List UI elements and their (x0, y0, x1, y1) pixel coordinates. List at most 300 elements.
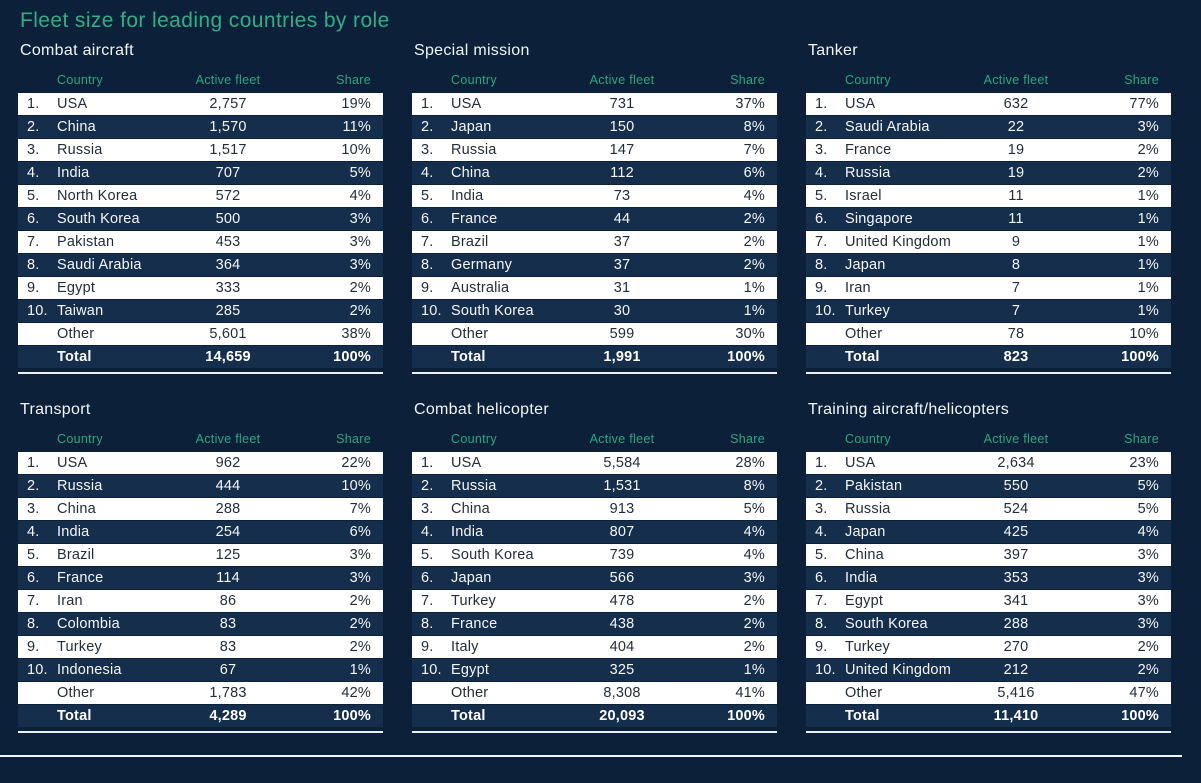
country-cell: France (57, 570, 104, 586)
rank-cell: 6. (421, 570, 434, 586)
table-row (806, 682, 1171, 705)
share-cell: 38% (341, 326, 371, 342)
column-header-rank-spacer (27, 73, 57, 87)
rank-cell: 10. (27, 662, 48, 678)
rank-cell: 10. (27, 303, 48, 319)
table-row (18, 636, 383, 659)
share-cell: 3% (1137, 119, 1159, 135)
country-cell: France (451, 211, 498, 227)
country-cell: South Korea (451, 303, 534, 319)
rank-cell: 8. (27, 257, 40, 273)
country-cell: China (57, 501, 96, 517)
rank-cell (421, 682, 451, 704)
country-cell: India (845, 570, 878, 586)
rank-cell: 3. (421, 501, 434, 517)
total-row (18, 346, 383, 368)
country-cell: Indonesia (57, 662, 122, 678)
share-cell: 2% (743, 211, 765, 227)
rank-cell: 6. (815, 570, 828, 586)
table-row (806, 277, 1171, 300)
rank-cell: 4. (27, 524, 40, 540)
table-row (806, 139, 1171, 162)
rank-cell: 5. (27, 188, 40, 204)
rank-cell: 3. (421, 142, 434, 158)
rank-cell: 5. (815, 547, 828, 563)
country-cell: China (451, 501, 490, 517)
fleet-cell: 7 (1011, 280, 1021, 296)
rank-cell: 9. (421, 280, 434, 296)
table-row (18, 567, 383, 590)
fleet-cell: 599 (609, 326, 635, 342)
share-cell: 19% (341, 96, 371, 112)
rank-cell: 2. (421, 119, 434, 135)
rank-cell: 2. (421, 478, 434, 494)
share-cell: 3% (743, 570, 765, 586)
country-cell: Saudi Arabia (845, 119, 930, 135)
fleet-cell: 114 (216, 570, 240, 586)
table-row (18, 116, 383, 139)
table-title: Combat aircraft (20, 42, 134, 59)
rank-cell: 4. (815, 524, 828, 540)
column-header-active-fleet: Active fleet (983, 73, 1049, 87)
table-row (412, 185, 777, 208)
table-row (806, 300, 1171, 323)
table-row (806, 93, 1171, 116)
rank-cell: 2. (27, 478, 40, 494)
fleet-cell: 7 (1011, 303, 1021, 319)
rank-cell: 5. (27, 547, 40, 563)
table-row (18, 590, 383, 613)
country-cell: Russia (57, 142, 103, 158)
fleet-cell: 78 (1007, 326, 1025, 342)
table-row (412, 567, 777, 590)
table-row (412, 452, 777, 475)
column-header-share: Share (1124, 73, 1159, 87)
table-row (806, 231, 1171, 254)
table-row (412, 521, 777, 544)
fleet-cell: 150 (609, 119, 635, 135)
rank-cell: 6. (815, 211, 828, 227)
rank-cell: 1. (421, 96, 434, 112)
share-cell: 2% (743, 593, 765, 609)
column-headers (412, 432, 777, 452)
table-row (412, 231, 777, 254)
country-cell: United Kingdom (845, 662, 951, 678)
rank-cell: 9. (421, 639, 434, 655)
table-row (18, 521, 383, 544)
table-row (412, 116, 777, 139)
fleet-cell: 254 (215, 524, 241, 540)
total-row (412, 346, 777, 368)
share-cell: 3% (349, 257, 371, 273)
column-headers (806, 73, 1171, 93)
rank-cell: 5. (815, 188, 828, 204)
country-cell: Russia (845, 501, 891, 517)
total-row (18, 705, 383, 727)
fleet-cell: 37 (613, 234, 631, 250)
country-cell: Egypt (845, 593, 884, 609)
rank-cell (27, 705, 57, 727)
table-row (806, 162, 1171, 185)
country-cell: United Kingdom (845, 234, 951, 250)
country-cell: South Korea (451, 547, 534, 563)
country-cell: France (451, 616, 498, 632)
fleet-cell: 2,634 (997, 455, 1035, 471)
column-header-active-fleet: Active fleet (589, 432, 655, 446)
table-row (806, 208, 1171, 231)
table-card (412, 401, 777, 733)
rank-cell (27, 346, 57, 368)
table-row (806, 254, 1171, 277)
table-body (806, 452, 1171, 727)
share-cell: 1% (743, 280, 765, 296)
table-row (806, 659, 1171, 682)
fleet-cell: 83 (219, 639, 237, 655)
fleet-cell: 632 (1003, 96, 1029, 112)
rank-cell: 1. (815, 455, 828, 471)
rank-cell: 9. (27, 639, 40, 655)
share-cell: 8% (743, 478, 765, 494)
fleet-cell: 11,410 (993, 708, 1039, 724)
fleet-cell: 962 (215, 455, 241, 471)
share-cell: 3% (1137, 593, 1159, 609)
rank-cell (815, 705, 845, 727)
country-cell: Other (451, 685, 489, 701)
fleet-cell: 112 (610, 165, 634, 181)
fleet-cell: 125 (215, 547, 241, 563)
rank-cell: 10. (815, 303, 836, 319)
share-cell: 3% (349, 547, 371, 563)
share-cell: 4% (743, 188, 765, 204)
column-header-active-fleet: Active fleet (195, 73, 261, 87)
country-cell: Russia (451, 478, 497, 494)
table-row (806, 452, 1171, 475)
share-cell: 10% (1129, 326, 1159, 342)
table-row (18, 498, 383, 521)
fleet-cell: 1,517 (209, 142, 247, 158)
country-cell: South Korea (845, 616, 928, 632)
table-row (806, 613, 1171, 636)
rank-cell: 7. (27, 234, 40, 250)
rank-cell: 7. (815, 234, 828, 250)
rank-cell: 6. (27, 211, 40, 227)
rank-cell: 1. (27, 455, 40, 471)
table-row (412, 139, 777, 162)
country-cell: Brazil (57, 547, 95, 563)
table-row (806, 116, 1171, 139)
table-underline (412, 731, 777, 733)
country-cell: USA (57, 96, 88, 112)
share-cell: 2% (349, 639, 371, 655)
fleet-cell: 353 (1003, 570, 1029, 586)
fleet-cell: 397 (1003, 547, 1029, 563)
rank-cell: 10. (421, 662, 442, 678)
fleet-cell: 524 (1003, 501, 1029, 517)
column-header-active-fleet: Active fleet (589, 73, 655, 87)
country-cell: Other (57, 326, 95, 342)
country-cell: China (451, 165, 490, 181)
share-cell: 2% (743, 616, 765, 632)
fleet-cell: 19 (1007, 165, 1025, 181)
rank-cell: 5. (421, 547, 434, 563)
country-cell: USA (845, 96, 876, 112)
fleet-cell: 572 (215, 188, 241, 204)
share-cell: 100% (1121, 708, 1159, 724)
share-cell: 4% (1137, 524, 1159, 540)
fleet-cell: 8,308 (603, 685, 641, 701)
fleet-cell: 11 (1008, 211, 1024, 227)
country-cell: Taiwan (57, 303, 104, 319)
rank-cell: 8. (815, 616, 828, 632)
fleet-cell: 807 (609, 524, 635, 540)
country-cell: Other (57, 685, 95, 701)
share-cell: 1% (743, 662, 765, 678)
table-card (806, 42, 1171, 374)
rank-cell: 2. (815, 478, 828, 494)
share-cell: 2% (349, 616, 371, 632)
share-cell: 7% (743, 142, 765, 158)
table-row (18, 323, 383, 346)
country-cell: Japan (451, 119, 492, 135)
country-cell: Total (57, 708, 92, 724)
column-header-rank-spacer (27, 432, 57, 446)
fleet-cell: 566 (609, 570, 635, 586)
country-cell: Total (845, 349, 880, 365)
table-underline (806, 731, 1171, 733)
table-row (18, 185, 383, 208)
rank-cell: 2. (27, 119, 40, 135)
rank-cell: 4. (421, 165, 434, 181)
table-row (412, 475, 777, 498)
share-cell: 3% (1137, 547, 1159, 563)
country-cell: Germany (451, 257, 513, 273)
table-row (412, 498, 777, 521)
tables-grid (18, 42, 1171, 733)
table-row (412, 254, 777, 277)
fleet-cell: 4,289 (209, 708, 247, 724)
table-row (412, 208, 777, 231)
column-headers (412, 73, 777, 93)
share-cell: 2% (743, 234, 765, 250)
column-header-country: Country (451, 73, 497, 87)
table-row (412, 544, 777, 567)
rank-cell: 6. (421, 211, 434, 227)
fleet-cell: 739 (609, 547, 635, 563)
rank-cell (815, 323, 845, 345)
share-cell: 2% (349, 593, 371, 609)
fleet-cell: 1,570 (209, 119, 247, 135)
fleet-cell: 1,991 (603, 349, 641, 365)
rank-cell: 7. (815, 593, 828, 609)
share-cell: 5% (349, 165, 371, 181)
rank-cell (421, 346, 451, 368)
fleet-cell: 550 (1003, 478, 1029, 494)
share-cell: 10% (341, 478, 371, 494)
table-underline (412, 372, 777, 374)
share-cell: 4% (743, 524, 765, 540)
page-title: Fleet size for leading countries by role (20, 9, 390, 32)
share-cell: 2% (349, 280, 371, 296)
rank-cell: 6. (27, 570, 40, 586)
rank-cell: 9. (27, 280, 40, 296)
share-cell: 3% (349, 234, 371, 250)
column-header-share: Share (730, 432, 765, 446)
column-header-rank-spacer (421, 432, 451, 446)
rank-cell: 3. (815, 501, 828, 517)
country-cell: North Korea (57, 188, 138, 204)
share-cell: 10% (341, 142, 371, 158)
table-row (412, 300, 777, 323)
fleet-cell: 5,416 (997, 685, 1035, 701)
table-card (412, 42, 777, 374)
country-cell: Total (451, 349, 486, 365)
fleet-cell: 20,093 (599, 708, 645, 724)
share-cell: 3% (349, 211, 371, 227)
share-cell: 5% (1137, 478, 1159, 494)
country-cell: USA (845, 455, 876, 471)
country-cell: Colombia (57, 616, 120, 632)
share-cell: 6% (743, 165, 765, 181)
table-row (18, 452, 383, 475)
rank-cell (815, 682, 845, 704)
table-row (806, 185, 1171, 208)
share-cell: 3% (349, 570, 371, 586)
share-cell: 42% (341, 685, 371, 701)
country-cell: Iran (57, 593, 83, 609)
rank-cell: 4. (27, 165, 40, 181)
country-cell: China (845, 547, 884, 563)
table-underline (18, 372, 383, 374)
share-cell: 2% (1137, 142, 1159, 158)
country-cell: Turkey (57, 639, 102, 655)
share-cell: 23% (1129, 455, 1159, 471)
fleet-cell: 453 (215, 234, 241, 250)
fleet-cell: 5,601 (209, 326, 247, 342)
rank-cell: 2. (815, 119, 828, 135)
fleet-cell: 325 (609, 662, 635, 678)
country-cell: Egypt (451, 662, 490, 678)
column-header-share: Share (336, 432, 371, 446)
column-header-share: Share (336, 73, 371, 87)
country-cell: Singapore (845, 211, 913, 227)
fleet-cell: 913 (609, 501, 635, 517)
country-cell: Turkey (845, 303, 890, 319)
share-cell: 1% (1137, 188, 1159, 204)
share-cell: 100% (1121, 349, 1159, 365)
share-cell: 4% (349, 188, 371, 204)
country-cell: Other (845, 326, 883, 342)
column-header-country: Country (845, 73, 891, 87)
fleet-cell: 2,757 (209, 96, 247, 112)
column-header-share: Share (730, 73, 765, 87)
country-cell: Japan (845, 524, 886, 540)
table-card (806, 401, 1171, 733)
fleet-cell: 73 (613, 188, 631, 204)
country-cell: Total (845, 708, 880, 724)
share-cell: 1% (349, 662, 371, 678)
rank-cell (27, 323, 57, 345)
rank-cell: 3. (27, 142, 40, 158)
country-cell: Italy (451, 639, 479, 655)
share-cell: 2% (1137, 165, 1159, 181)
country-cell: Other (451, 326, 489, 342)
column-headers (18, 73, 383, 93)
column-header-country: Country (451, 432, 497, 446)
country-cell: South Korea (57, 211, 140, 227)
share-cell: 6% (349, 524, 371, 540)
fleet-cell: 500 (215, 211, 241, 227)
share-cell: 47% (1129, 685, 1159, 701)
share-cell: 2% (349, 303, 371, 319)
table-row (18, 682, 383, 705)
country-cell: China (57, 119, 96, 135)
country-cell: Total (57, 349, 92, 365)
fleet-cell: 288 (215, 501, 241, 517)
country-cell: Turkey (845, 639, 890, 655)
table-row (412, 93, 777, 116)
column-header-share: Share (1124, 432, 1159, 446)
table-title: Special mission (414, 42, 530, 59)
share-cell: 22% (341, 455, 371, 471)
share-cell: 1% (1137, 280, 1159, 296)
country-cell: Iran (845, 280, 871, 296)
fleet-cell: 14,659 (205, 349, 251, 365)
share-cell: 2% (1137, 662, 1159, 678)
total-row (806, 705, 1171, 727)
table-row (412, 682, 777, 705)
rank-cell: 1. (27, 96, 40, 112)
fleet-cell: 823 (1003, 349, 1029, 365)
rank-cell: 3. (815, 142, 828, 158)
rank-cell: 7. (421, 593, 434, 609)
table-row (18, 613, 383, 636)
column-header-active-fleet: Active fleet (983, 432, 1049, 446)
country-cell: Russia (57, 478, 103, 494)
rank-cell (815, 346, 845, 368)
fleet-cell: 1,783 (209, 685, 247, 701)
fleet-cell: 67 (219, 662, 237, 678)
rank-cell (421, 323, 451, 345)
table-row (412, 590, 777, 613)
country-cell: Japan (451, 570, 492, 586)
fleet-cell: 31 (613, 280, 631, 296)
table-title: Tanker (808, 42, 858, 59)
rank-cell: 9. (815, 639, 828, 655)
table-row (18, 254, 383, 277)
country-cell: India (451, 524, 484, 540)
column-header-rank-spacer (421, 73, 451, 87)
rank-cell: 8. (27, 616, 40, 632)
country-cell: Other (845, 685, 883, 701)
share-cell: 1% (1137, 303, 1159, 319)
table-row (18, 544, 383, 567)
total-row (806, 346, 1171, 368)
rank-cell: 9. (815, 280, 828, 296)
table-row (18, 208, 383, 231)
country-cell: India (57, 524, 90, 540)
fleet-cell: 478 (609, 593, 635, 609)
country-cell: USA (451, 455, 482, 471)
share-cell: 100% (727, 708, 765, 724)
fleet-cell: 425 (1003, 524, 1029, 540)
fleet-cell: 37 (613, 257, 631, 273)
column-headers (806, 432, 1171, 452)
share-cell: 41% (735, 685, 765, 701)
share-cell: 28% (735, 455, 765, 471)
country-cell: Australia (451, 280, 510, 296)
country-cell: India (451, 188, 484, 204)
share-cell: 37% (735, 96, 765, 112)
